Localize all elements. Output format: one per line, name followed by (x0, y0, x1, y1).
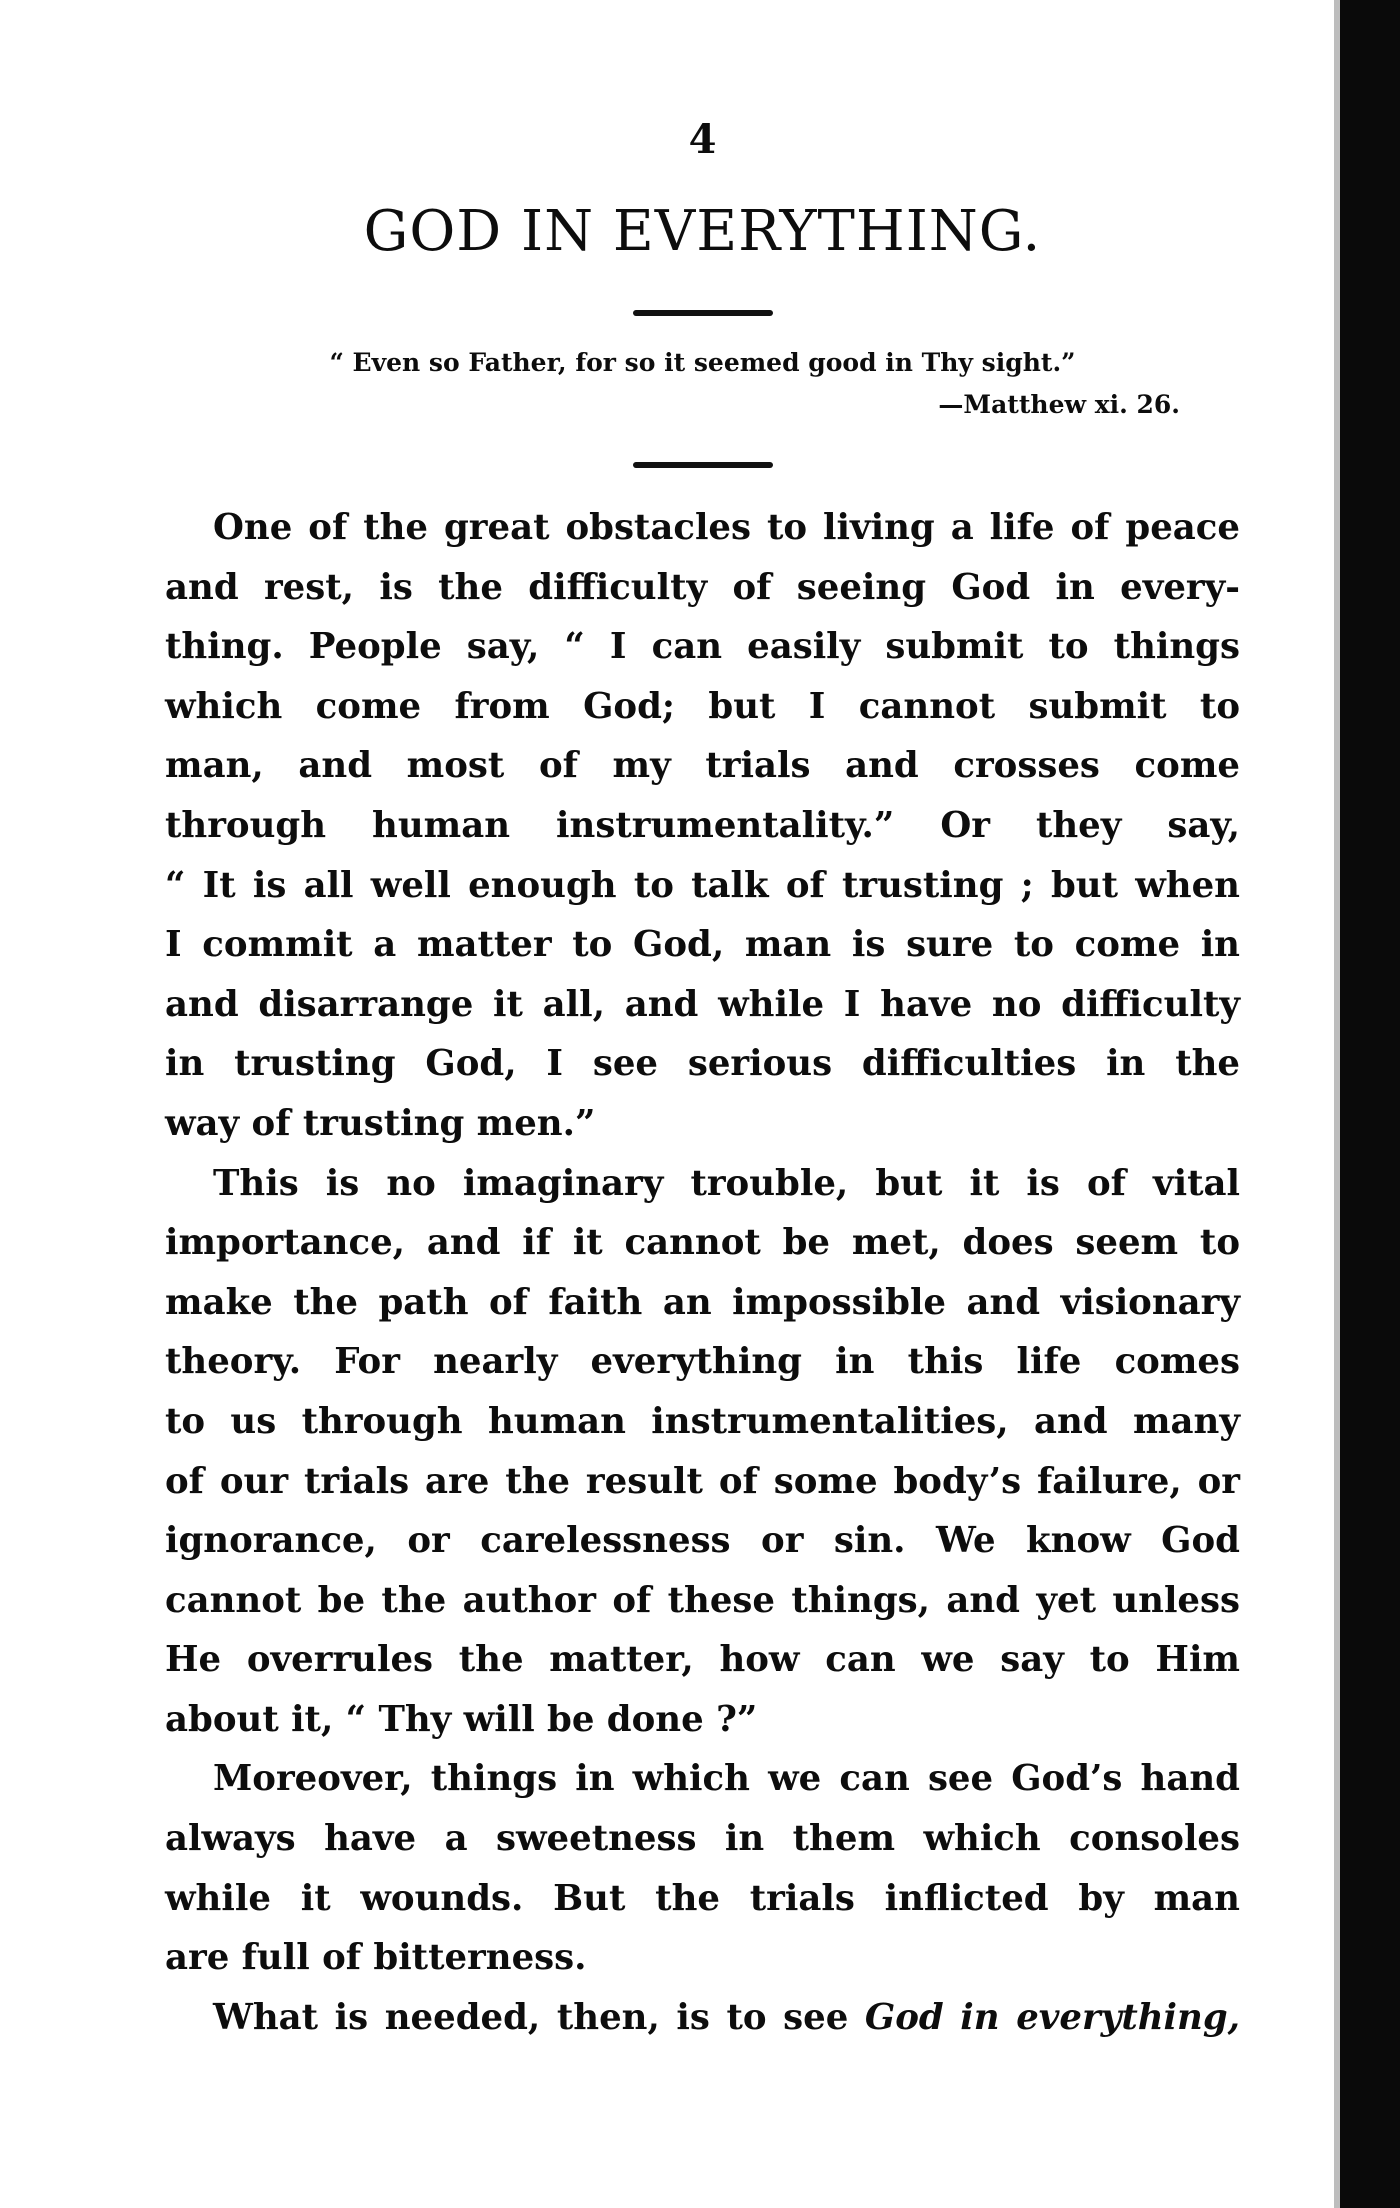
text-line: which come from God; but I cannot submit to (165, 685, 1240, 727)
text-line: importance, and if it cannot be met, does seem to (165, 1222, 1240, 1264)
text-line: through human instrumentality.” Or they say, (165, 804, 1240, 846)
text-line: One of the great obstacles to living a life of peace (213, 507, 1240, 548)
chapter-title: GOD IN EVERYTHING. (363, 199, 1042, 264)
text-line: in trusting God, I see serious difficulties in the (165, 1043, 1240, 1085)
paragraph-4 (165, 1988, 1240, 2048)
epigraph-rule (633, 462, 773, 468)
book-spine (1340, 0, 1400, 2208)
text-line: thing. People say, “ I can easily submit to things (165, 626, 1240, 668)
text-line: theory. For nearly everything in this life comes (165, 1341, 1240, 1383)
text-line: make the path of faith an impossible and visionary (165, 1281, 1240, 1323)
text-line: way of trusting men.” (165, 1102, 596, 1144)
page-number: 4 (688, 116, 717, 163)
title-rule (633, 310, 773, 316)
text-line: I commit a matter to God, man is sure to come in (165, 924, 1240, 966)
paragraph-3 (165, 1749, 1240, 1987)
emphasis-text: God in everything, (864, 1996, 1241, 2038)
paragraph-1 (165, 498, 1240, 1154)
text-line: “ It is all well enough to talk of trusting ; but when (165, 864, 1240, 906)
paragraph-2 (165, 1154, 1240, 1750)
text-line: Moreover, things in which we can see God’s hand (213, 1758, 1240, 1800)
text-line: He overrules the matter, how can we say to Him (165, 1639, 1240, 1681)
text-line-final (165, 1988, 1240, 2048)
text-line: about it, “ Thy will be done ?” (165, 1698, 758, 1740)
text-line: ignorance, or carelessness or sin. We know God (165, 1520, 1240, 1562)
epigraph (165, 342, 1240, 426)
text-line: cannot be the author of these things, and yet unless (165, 1579, 1240, 1621)
text-line: man, and most of my trials and crosses come (165, 745, 1240, 787)
text-line: of our trials are the result of some body’s failure, or (165, 1460, 1240, 1502)
text-fragment: What is needed, then, is to see (213, 1996, 849, 2038)
epigraph-quote: “ Even so Father, for so it seemed good in Thy sight.” (329, 348, 1076, 377)
text-line: are full of bitterness. (165, 1937, 587, 1979)
text-line: and disarrange it all, and while I have no difficulty (165, 983, 1240, 1025)
epigraph-citation: —Matthew xi. 26. (938, 390, 1180, 419)
text-line: and rest, is the difficulty of seeing God in every- (165, 566, 1240, 608)
text-line: always have a sweetness in them which consoles (165, 1818, 1240, 1860)
text-line: to us through human instrumentalities, and many (165, 1400, 1240, 1442)
text-line: This is no imaginary trouble, but it is of vital (213, 1162, 1240, 1204)
text-line: while it wounds. But the trials inflicted by man (165, 1877, 1240, 1919)
body-text (165, 498, 1240, 2047)
